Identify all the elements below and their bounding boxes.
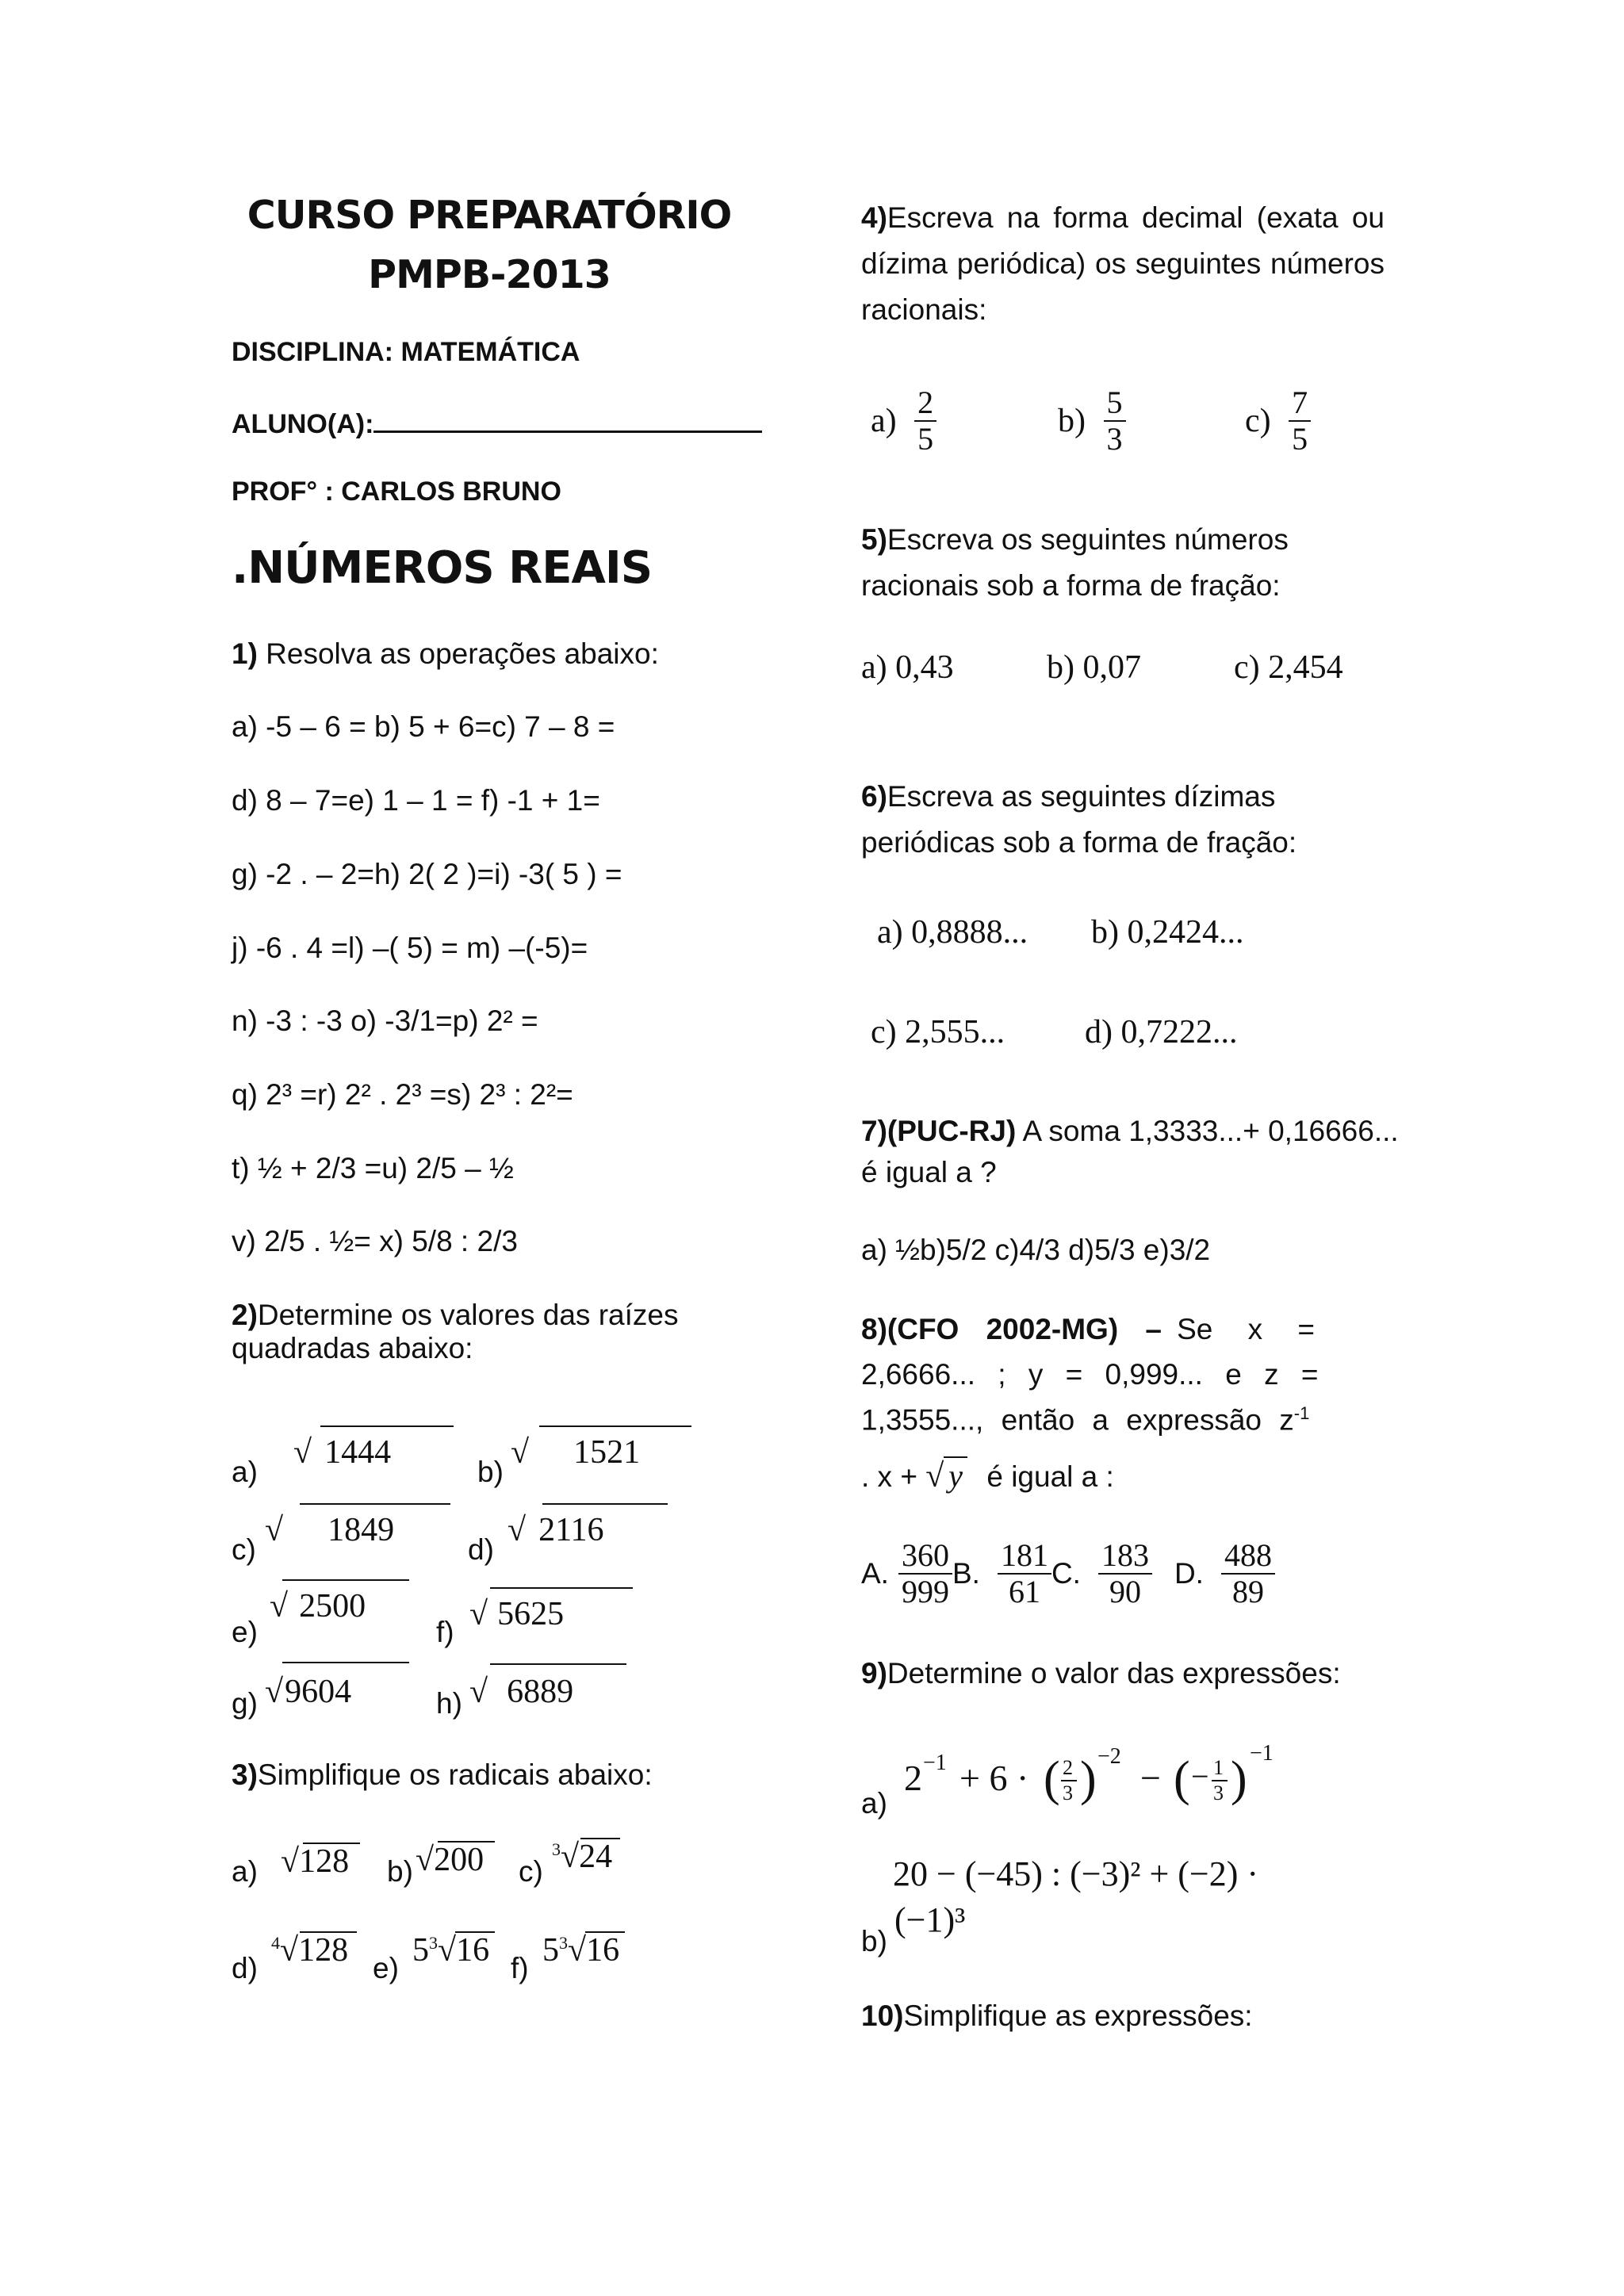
question-5-heading [861, 517, 1369, 609]
numerator: 181 [998, 1538, 1051, 1575]
student-name-line [373, 407, 762, 433]
question-number: 9) [861, 1657, 887, 1689]
svg-text:+ 6 ·: + 6 · [959, 1758, 1029, 1798]
q1-line: q) 2³ =r) 2² . 2³ =s) 2³ : 2²= [232, 1078, 573, 1111]
radicand: 1849 [327, 1512, 395, 1548]
fraction [914, 385, 936, 457]
svg-text:−1: −1 [1250, 1741, 1274, 1766]
question-number: 1) [232, 637, 258, 670]
q3-radical-d [271, 1931, 348, 1969]
radicand: 1521 [573, 1434, 641, 1471]
q6-item-c: c) 2,555... [871, 1014, 1005, 1050]
fraction [1221, 1538, 1275, 1609]
q6-item-b: b) 0,2424... [1091, 914, 1244, 951]
question-text: Simplifique as expressões: [903, 1999, 1253, 2032]
q3-label-e: e) [373, 1952, 399, 1984]
svg-text:): ) [1231, 1752, 1247, 1806]
denominator: 90 [1109, 1574, 1141, 1609]
root-index: 3 [552, 1839, 561, 1859]
radicand: 200 [434, 1842, 485, 1878]
question-text: Simplifique os radicais abaixo: [257, 1758, 653, 1791]
radicand: 2500 [299, 1588, 366, 1624]
exponent: -1 [1293, 1403, 1310, 1423]
q2-root-b [511, 1433, 640, 1471]
vinculum [455, 1931, 495, 1933]
sqrt-icon: √ [265, 1674, 284, 1710]
question-text: Escreva as seguintes dízimas periódicas sob a forma de fração: [861, 780, 1297, 859]
q1-line: g) -2 . – 2=h) 2( 2 )=i) -3( 5 ) = [232, 858, 622, 890]
radicand: 128 [299, 1843, 350, 1880]
sqrt-icon: √ [416, 1842, 435, 1878]
vinculum [438, 1841, 495, 1843]
radicand: 24 [579, 1839, 613, 1875]
vinculum [542, 1503, 668, 1505]
denominator: 61 [1008, 1574, 1040, 1609]
vinculum [300, 1931, 357, 1933]
q5-item-b: b) 0,07 [1047, 649, 1141, 686]
svg-text:1: 1 [1213, 1756, 1224, 1779]
question-text: Resolva as operações abaixo: [257, 637, 659, 670]
q9-expression-a [904, 1728, 1411, 1816]
question-9-heading [861, 1657, 1341, 1690]
q3-radical-c [552, 1838, 612, 1876]
svg-text:−: − [1140, 1758, 1161, 1798]
question-text: 1,3555..., então a expressão z [861, 1403, 1294, 1437]
sqrt-icon: √ [469, 1596, 488, 1632]
q3-label-d: d) [232, 1952, 258, 1984]
svg-text:(: ( [1174, 1752, 1190, 1806]
option-label: C. [1051, 1557, 1081, 1590]
question-text: Se x = [1177, 1313, 1315, 1345]
sqrt-icon: √ [925, 1458, 944, 1494]
q2-label-e: e) [232, 1616, 258, 1648]
q9-expression-b-line-2: (−1)³ [894, 1900, 966, 1939]
question-6-heading [861, 774, 1369, 866]
fraction [1289, 385, 1311, 457]
question-8-line-3 [861, 1403, 1309, 1437]
q9-label-b: b) [861, 1925, 887, 1957]
question-text: . x + [861, 1460, 926, 1493]
q3-radical-f [542, 1931, 619, 1969]
fraction [1098, 1538, 1152, 1609]
q3-radical-e [412, 1931, 489, 1969]
q1-line: v) 2/5 . ½= x) 5/8 : 2/3 [232, 1225, 518, 1257]
q2-root-a [293, 1433, 391, 1471]
svg-text:): ) [1080, 1752, 1097, 1806]
student-field [232, 407, 762, 440]
q2-root-g [265, 1673, 351, 1711]
q1-line: j) -6 . 4 =l) –( 5) = m) –(-5)= [232, 932, 588, 964]
option-label: A. [861, 1557, 889, 1590]
radicand: 2116 [538, 1512, 604, 1548]
sqrt-icon: √ [561, 1839, 580, 1875]
item-label: b) [1058, 403, 1086, 439]
q2-root-d [508, 1511, 604, 1549]
teacher-label: PROF° : CARLOS BRUNO [232, 476, 561, 507]
q4-item-b [1058, 385, 1126, 457]
section-title: .NÚMEROS REAIS [232, 542, 653, 594]
radicand: 6889 [507, 1674, 574, 1710]
radicand: 128 [298, 1932, 349, 1969]
question-number: 7)(PUC-RJ) [861, 1115, 1017, 1147]
q2-label-b: b) [477, 1456, 504, 1488]
q2-root-h [469, 1673, 573, 1711]
q1-line: a) -5 – 6 = b) 5 + 6=c) 7 – 8 = [232, 710, 615, 743]
q4-item-a [871, 385, 936, 457]
question-2-heading [232, 1299, 787, 1365]
fraction [1104, 385, 1126, 457]
question-text: A soma 1,3333...+ 0,16666... [1016, 1115, 1399, 1147]
question-8-line-2: 2,6666... ; y = 0,999... e z = [861, 1358, 1319, 1391]
vinculum [303, 1843, 360, 1844]
vinculum [300, 1503, 450, 1505]
question-number: 3) [232, 1758, 258, 1791]
svg-text:2: 2 [904, 1758, 922, 1798]
vinculum [539, 1425, 691, 1427]
sqrt-icon: √ [270, 1588, 289, 1624]
q3-label-b: b) [387, 1855, 413, 1888]
question-text: Escreva na forma decimal (exata ou dízima periódica) os seguintes números racionais: [861, 201, 1385, 326]
svg-text:(: ( [1044, 1752, 1060, 1806]
radicand: 16 [586, 1932, 620, 1969]
q1-line: d) 8 – 7=e) 1 – 1 = f) -1 + 1= [232, 784, 600, 817]
question-8-heading [861, 1313, 1315, 1346]
question-number: 8)(CFO 2002-MG) – [861, 1313, 1162, 1345]
vinculum [580, 1838, 620, 1839]
question-text: é igual a : [986, 1460, 1114, 1493]
svg-text:−2: −2 [1097, 1744, 1121, 1769]
question-3-heading [232, 1758, 653, 1792]
vinculum [282, 1662, 409, 1663]
option-label: D. [1174, 1557, 1204, 1590]
sqrt-icon: √ [265, 1512, 284, 1548]
root-index: 3 [559, 1933, 568, 1953]
question-text: Determine o valor das expressões: [887, 1657, 1341, 1689]
q2-root-e [270, 1587, 366, 1625]
fraction [998, 1538, 1051, 1609]
q5-item-c: c) 2,454 [1234, 649, 1343, 686]
denominator: 5 [1292, 421, 1308, 457]
vinculum [490, 1587, 633, 1589]
q3-label-a: a) [232, 1855, 258, 1888]
svg-text:2: 2 [1063, 1756, 1073, 1779]
numerator: 488 [1221, 1538, 1275, 1575]
q2-label-g: g) [232, 1687, 258, 1720]
svg-text:−: − [1191, 1758, 1209, 1794]
q1-line: n) -3 : -3 o) -3/1=p) 2² = [232, 1004, 538, 1037]
coefficient: 5 [542, 1932, 559, 1969]
q3-label-f: f) [511, 1952, 529, 1984]
q3-label-c: c) [519, 1855, 543, 1888]
root-index: 3 [429, 1933, 438, 1953]
q6-item-d: d) 0,7222... [1085, 1014, 1238, 1050]
denominator: 5 [917, 421, 934, 457]
numerator: 183 [1098, 1538, 1152, 1575]
q2-label-f: f) [436, 1616, 454, 1648]
svg-text:3: 3 [1063, 1781, 1073, 1804]
sqrt-icon: √ [568, 1932, 587, 1969]
radicand: 16 [456, 1932, 490, 1969]
question-8-line-4 [861, 1457, 1114, 1495]
student-label: ALUNO(A): [232, 409, 374, 439]
vinculum [490, 1663, 626, 1665]
sqrt-icon: √ [508, 1512, 527, 1548]
question-7-options: a) ½b)5/2 c)4/3 d)5/3 e)3/2 [861, 1234, 1211, 1266]
q3-radical-b [416, 1841, 484, 1879]
question-4-heading [861, 195, 1385, 333]
q9-label-a: a) [861, 1787, 887, 1820]
question-number: 10) [861, 1999, 904, 2032]
question-7-heading [861, 1115, 1399, 1148]
radicand: y [944, 1456, 967, 1494]
q1-line: t) ½ + 2/3 =u) 2/5 – ½ [232, 1152, 514, 1184]
numerator: 2 [914, 385, 936, 422]
radicand: 1444 [324, 1434, 392, 1471]
title-line-1: CURSO PREPARATÓRIO [247, 193, 732, 238]
q2-label-h: h) [436, 1687, 462, 1720]
sqrt-icon: √ [280, 1932, 299, 1969]
q4-item-c [1245, 385, 1311, 457]
q2-label-a: a) [232, 1456, 258, 1488]
q2-label-c: c) [232, 1533, 256, 1566]
question-number: 2) [232, 1299, 258, 1331]
sqrt-icon: √ [281, 1843, 300, 1880]
q6-item-a: a) 0,8888... [877, 914, 1028, 951]
sqrt-icon: √ [469, 1674, 488, 1710]
question-1-heading [232, 637, 659, 671]
denominator: 3 [1106, 421, 1123, 457]
discipline-label: DISCIPLINA: MATEMÁTICA [232, 337, 580, 367]
denominator: 999 [901, 1574, 949, 1609]
q2-root-f [469, 1595, 564, 1633]
coefficient: 5 [412, 1932, 429, 1969]
question-text: Determine os valores das raízes quadradas abaixo: [232, 1299, 679, 1364]
sqrt-icon: √ [511, 1434, 530, 1471]
root-index: 4 [271, 1933, 280, 1953]
svg-text:3: 3 [1213, 1781, 1224, 1804]
question-number: 4) [861, 201, 887, 234]
question-8-options [861, 1538, 1275, 1609]
item-label: c) [1245, 403, 1271, 439]
numerator: 7 [1289, 385, 1311, 422]
question-number: 5) [861, 523, 887, 556]
radicand: 9604 [285, 1674, 352, 1710]
numerator: 360 [898, 1538, 952, 1575]
vinculum [320, 1425, 454, 1427]
denominator: 89 [1231, 1574, 1264, 1609]
q3-radical-a [281, 1843, 349, 1881]
question-number: 6) [861, 780, 887, 813]
numerator: 5 [1104, 385, 1126, 422]
vinculum [282, 1579, 409, 1581]
question-7-text-2: é igual a ? [861, 1156, 997, 1188]
sqrt-icon: √ [438, 1932, 457, 1969]
sqrt-icon: √ [293, 1434, 312, 1471]
q2-label-d: d) [468, 1533, 494, 1566]
vinculum [585, 1931, 625, 1933]
question-text: Escreva os seguintes números racionais sob a forma de fração: [861, 523, 1289, 602]
q2-root-c [265, 1511, 394, 1549]
q9-expression-b-line-1: 20 − (−45) : (−3)² + (−2) · [893, 1854, 1259, 1893]
question-10-heading [861, 1999, 1253, 2033]
q5-item-a: a) 0,43 [861, 649, 954, 686]
item-label: a) [871, 403, 897, 439]
svg-text:−1: −1 [923, 1751, 947, 1775]
fraction [898, 1538, 952, 1609]
title-line-2: PMPB-2013 [368, 252, 611, 297]
radicand: 5625 [497, 1596, 565, 1632]
option-label: B. [952, 1557, 980, 1590]
